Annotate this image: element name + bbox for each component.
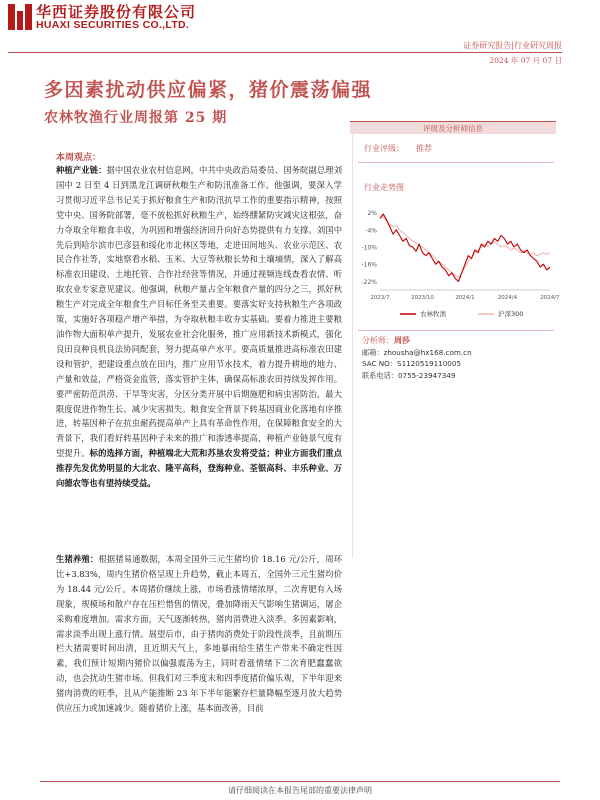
chart-divider [358, 330, 554, 331]
y-tick-label: -4% [365, 227, 377, 235]
x-tick-label: 2024/1 [455, 295, 475, 301]
footer-note: 请仔细阅读在本报告尾部的重要法律声明 [228, 786, 372, 795]
paragraph-text: 据中国农业农村信息网，中共中央政治局委员、国务院副总理刘国中 2 日至 4 日到黑龙江调研秋粮生产和防汛准备工作。他强调，要深入学习贯彻习近平总书记关于抓好粮食生产和防汛抗旱工作的重要指示精神，按照党中央、国务院部署，毫不放松抓好秋粮生产，始终绷紧防灾减灾这根弦，奋力夺取全年粮食丰收，为巩固和增强经济回升向好态势提供有力支撑。刘国中先后到哈尔滨市巴彦县和绥化市北林区等地，走进田间地头、农业示范区、农民合作社等，实地察看水稻、玉米、大豆等秋粮长势和土壤墒情，深入了解高标准农田建设、土地托管、合作社经营等情况，并通过视频连线查看农情、听取农业专家意见建议。他强调，秋粮产量占全年粮食产量的四分之三，抓好秋粮生产对完成全年粮食生产目标任务至关重要。要落实好支持秋粮生产各项政策，实施好各项稳产增产举措，为夺取秋粮丰收夯实基础。要着力推进主要粮油作物大面积单产提升，发展农业社会化服务，推广应用新技术新模式，强化良田良种良机良法协同配套，努力提高单产水平。要高质量推进高标准农田建设和管护，把建设重点放在田内，推广应用节水技术，着力提升耕地的地力、产量和效益，严格资金监管，落实管护主体，确保高标准农田持续发挥作用。要严密防范洪涝、干旱等灾害，分区分类开展中后期施肥和病虫害防治，最大限度促进作物生长、减少灾害损失。粮食安全背景下转基因商业化落地有序推进，转基因种子在抗虫耐药提高单产上具有革命性作用，在保障粮食安全的大背景下，我们看好转基因种子未来的推广和渗透率提高，种植产业链景气度有望提升。 [56, 165, 342, 459]
rating-value: 推荐 [416, 144, 432, 153]
panel-header: 评级及分析师信息 [350, 121, 556, 134]
x-tick-label: 2023/7 [370, 295, 390, 301]
x-tick-label: 2023/10 [411, 295, 434, 301]
series-line-hs300 [380, 217, 550, 277]
chart-title: 行业走势图 [364, 183, 404, 192]
rating-row [364, 143, 432, 154]
company-logo-icon [8, 2, 32, 32]
report-type-tags: 证券研究报告|行业研究周报 [463, 41, 562, 50]
y-tick-label: -10% [361, 244, 377, 252]
industry-trend-chart [356, 198, 560, 328]
header-divider [8, 52, 562, 53]
analyst-phone: 联系电话：0755-23947349 [362, 370, 456, 380]
y-tick-label: -22% [361, 278, 377, 286]
report-subtitle: 农林牧渔行业周报第 25 期 [44, 110, 228, 126]
rating-label: 行业评级： [364, 144, 404, 153]
paragraph-lead: 生猪养殖： [56, 554, 99, 564]
paragraph-text: 根据猪易通数据，本周全国外三元生猪均价 18.16 元/公斤，周环比+3.83%，周内生猪价格呈现上升趋势，截止本周五，全国外三元生猪均价为 18.44 元/公斤。本周猪价继续上涨，市场看涨情绪浓厚，二次育肥有入场现象，规模场和散户存在压栏惜售的情况，叠加降雨天气影响生猪调运，屠企采购难度增加。需求方面，天气逐渐转热，猪肉消费进入淡季。多因素影响，需求淡季出现上涨行情。展望后市，由于猪肉消费处于阶段性淡季，且前期压栏大猪需要时间出清，且近期天气上，多地暴雨给生猪生产带来不确定性因素，我们预计短期内猪价以偏强震荡为主，同时看涨情绪下二次育肥蠢蠢欲动，也会扰动生猪市场。但我们对三季度末和四季度猪价偏乐观，下半年迎来猪肉消费的旺季，且从产能推断 23 年下半年能繁存栏量降幅至逐月放大趋势供应压力或加速减少。随着猪价上涨，基本面改善，目前 [56, 554, 342, 714]
company-name-cn: 华西证券股份有限公司 [36, 3, 197, 21]
paragraph-lead: 种植产业链： [56, 165, 107, 175]
y-tick-label: 2% [367, 210, 377, 218]
analyst-email: 邮箱：zhousha@hx168.com.cn [362, 347, 472, 357]
paragraph-hog [56, 552, 342, 716]
legend-label: 农林牧渔 [420, 310, 446, 318]
x-tick-label: 2024/4 [497, 295, 518, 301]
footer-divider [40, 781, 560, 782]
paragraph-planting [56, 163, 342, 491]
report-title: 多因素扰动供应偏紧，猪价震荡偏强 [44, 79, 373, 101]
panel-divider [352, 128, 353, 558]
analyst-info [362, 335, 472, 381]
paragraph-bold-text: 标的选择方面，种植端北大荒和苏垦农发将受益；种业方面我们重点推荐先发优势明显的大北农、隆平高科，登海种业、荃银高科、丰乐种业、万向德农等也有望持续受益。 [56, 448, 342, 489]
section-label: 本周观点： [56, 153, 102, 163]
company-name-en: HUAXI SECURITIES CO.,LTD. [36, 19, 190, 31]
rating-divider [358, 162, 554, 163]
report-date: 2024 年 07 月 07 日 [489, 56, 562, 65]
analyst-name: 周莎 [394, 335, 410, 345]
legend-label: 沪深300 [498, 310, 524, 318]
analyst-row [362, 335, 472, 347]
analyst-sac: SAC NO：S1120519110005 [362, 359, 462, 368]
analyst-label: 分析师： [362, 336, 394, 345]
x-tick-label: 2024/7 [540, 295, 560, 301]
y-tick-label: -16% [361, 261, 377, 269]
series-line-agri [380, 214, 550, 281]
